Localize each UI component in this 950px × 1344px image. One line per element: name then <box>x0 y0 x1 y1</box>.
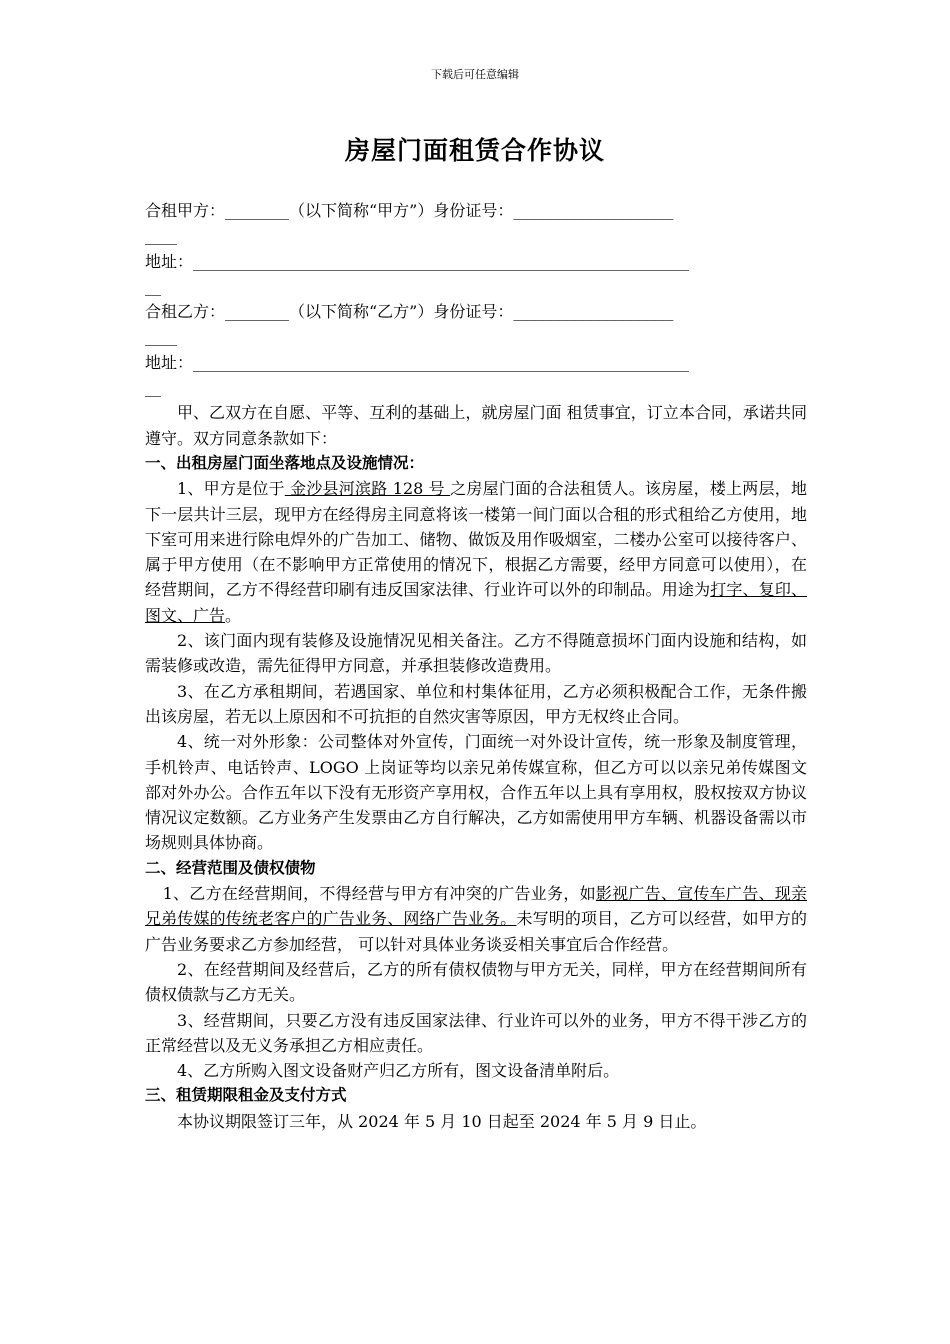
party-a-address-line: 地址：______________________________________________________________ <box>145 251 690 271</box>
excluded-business: 影视广告、宣传车广告、现亲兄弟传媒的传统老客户的广告业务、网络广告业务。 <box>145 884 807 929</box>
page-header: 下载后可任意编辑 <box>431 68 519 81</box>
party-b-address-line-cont: __ <box>145 378 161 398</box>
section2-clause1-body: 未写明的项目，乙方可以经营，如甲方的广告业务要求乙方参加经营， 可以针对具体业务谈妥相关事宜后合作经营。 <box>145 909 807 954</box>
section1-clause1-body: 之房屋门面的合法租赁人。该房屋，楼上两层，地下一层共计三层，现甲方在经得房主同意将该一楼第一间门面以合租的形式租给乙方使用，地下室可用来进行除电焊外的广告加工、储物、做饭及用作吸烟室，二楼办公室可以接待客户、属于甲方使用（在不影响甲方正常使用的情况下，根据乙方需要，经甲方同意可以使用），在经营期间，乙方不得经营印刷有违反国家法律、行业许可以外的印制品。用途为 <box>145 479 807 600</box>
section1-clause1-start: 1、甲方是位于 <box>177 479 285 499</box>
section1-clause1 <box>145 476 807 628</box>
party-a-block <box>145 198 807 299</box>
property-location: 金沙县河滨路 128 号 <box>284 479 451 499</box>
section2-clause1 <box>145 881 807 957</box>
document-title: 房屋门面租赁合作协议 <box>344 136 605 165</box>
section2-clause1-start: 1、乙方在经营期间，不得经营与甲方有冲突的广告业务，如 <box>162 884 596 904</box>
section2-clause3: 3、经营期间，只要乙方没有违反国家法律、行业许可以外的业务，甲方不得干涉乙方的正常经营以及无义务承担乙方相应责任。 <box>145 1010 807 1055</box>
section1-clause2: 2、该门面内现有装修及设施情况见相关备注。乙方不得随意损坏门面内设施和结构，如需装修或改造，需先征得甲方同意，并承担装修改造费用。 <box>145 631 807 676</box>
party-b-id-line-cont: ____ <box>145 327 177 347</box>
section1-heading: 一、出租房屋门面坐落地点及设施情况： <box>145 453 425 472</box>
property-use: 打字、复印、图文、广告 <box>145 580 807 625</box>
party-b-block <box>145 299 807 400</box>
section2-heading: 二、经营范围及债权债物 <box>145 858 316 877</box>
document-body <box>145 198 807 1134</box>
party-a-address-line-cont: __ <box>145 276 161 296</box>
party-a-id-line: 合租甲方：________（以下简称“甲方”）身份证号：____________________ <box>145 201 674 220</box>
section2-clause4: 4、乙方所购入图文设备财产归乙方所有，图文设备清单附后。 <box>177 1061 620 1081</box>
party-b-id-line: 合租乙方：________（以下简称“乙方”）身份证号：____________________ <box>145 302 674 322</box>
section3-heading: 三、租赁期限租金及支付方式 <box>145 1086 347 1105</box>
section1-clause1-end: 。 <box>225 605 242 625</box>
section2-clause2: 2、在经营期间及经营后，乙方的所有债权债物与甲方无关，同样，甲方在经营期间所有债权债款与乙方无关。 <box>145 959 807 1005</box>
party-a-id-line-cont: ____ <box>145 226 177 246</box>
section1-clause4: 4、统一对外形象：公司整体对外宣传，门面统一对外设计宣传，统一形象及制度管理，手机铃声、电话铃声、LOGO 上岗证等均以亲兄弟传媒宣称，但乙方可以以亲兄弟传媒图文部对外办公。合作五年以下没有无形资产享用权，合作五年以上具有享用权，股权按双方协议情况议定数额。乙方业务产生发票由乙方自行解决，乙方如需使用甲方车辆、机器设备需以市场规则具体协商。 <box>145 732 807 853</box>
section1-clause3: 3、在乙方承租期间，若遇国家、单位和村集体征用，乙方必须积极配合工作，无条件搬出该房屋，若无以上原因和不可抗拒的自然灾害等原因，甲方无权终止合同。 <box>145 681 807 726</box>
intro-paragraph: 甲、乙双方在自愿、平等、互利的基础上，就房屋门面 租赁事宜，订立本合同，承诺共同遵守。双方同意条款如下： <box>145 403 807 448</box>
party-b-address-line: 地址：______________________________________________________________ <box>145 352 690 372</box>
section3-clause1: 本协议期限签订三年，从 2024 年 5 月 10 日起至 2024 年 5 月 9 日止。 <box>177 1111 707 1131</box>
